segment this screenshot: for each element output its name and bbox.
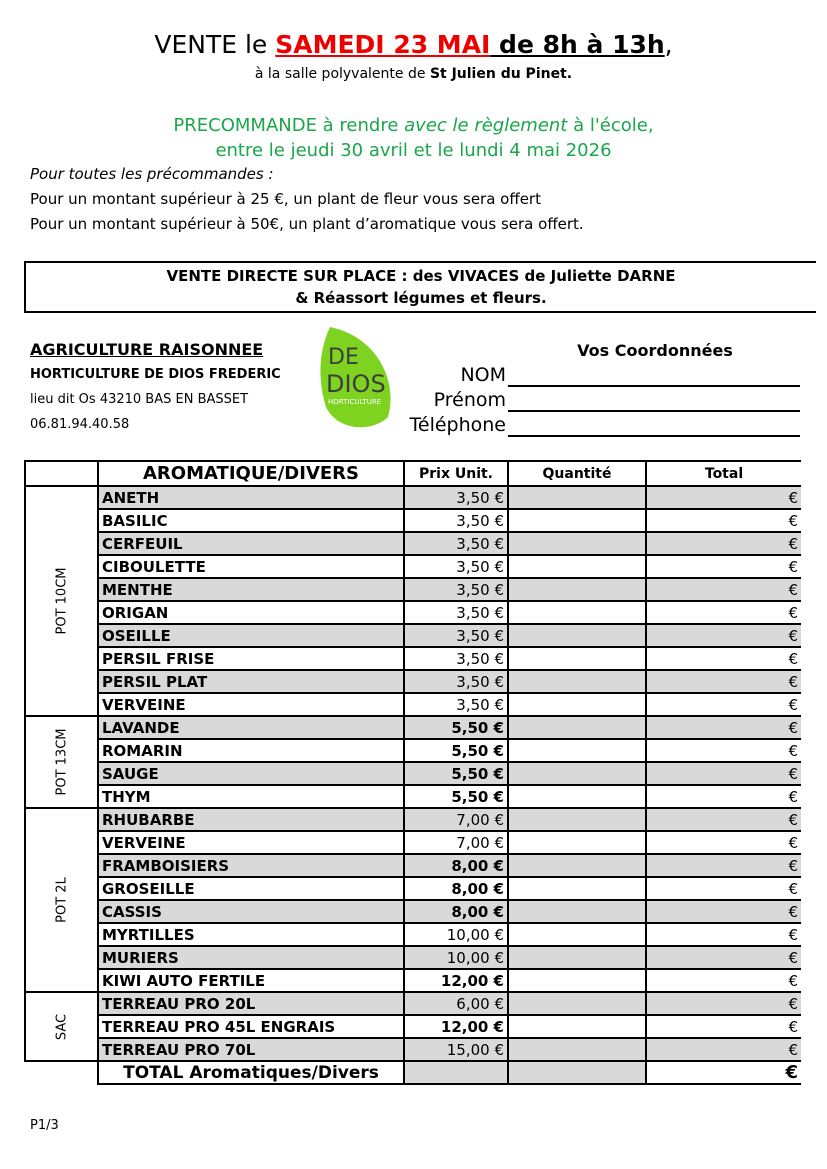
- group-label: [25, 486, 98, 716]
- product-name: TERREAU PRO 45L ENGRAIS: [98, 1015, 404, 1038]
- total-row: [25, 1061, 801, 1084]
- group-label-text: POT 2L: [54, 877, 69, 923]
- line-total: €: [646, 532, 801, 555]
- product-name: RHUBARBE: [98, 808, 404, 831]
- table-row: [25, 624, 801, 647]
- line-total: €: [646, 762, 801, 785]
- line-total: €: [646, 716, 801, 739]
- product-table: [24, 460, 801, 1085]
- product-name: OSEILLE: [98, 624, 404, 647]
- product-name: LAVANDE: [98, 716, 404, 739]
- nom-label: NOM: [460, 364, 506, 386]
- group-label: [25, 716, 98, 808]
- unit-price: 12,00 €: [404, 1015, 508, 1038]
- line-total: €: [646, 509, 801, 532]
- table-row: [25, 509, 801, 532]
- table-row: [25, 555, 801, 578]
- product-name: THYM: [98, 785, 404, 808]
- quantity-input[interactable]: [508, 693, 646, 716]
- quantity-input[interactable]: [508, 854, 646, 877]
- product-name: PERSIL PLAT: [98, 670, 404, 693]
- qty-header: Quantité: [508, 461, 646, 486]
- producer-title: AGRICULTURE RAISONNEE: [30, 340, 264, 359]
- line-total: €: [646, 969, 801, 992]
- product-name: KIWI AUTO FERTILE: [98, 969, 404, 992]
- quantity-input[interactable]: [508, 923, 646, 946]
- place-prefix: à la salle polyvalente de: [254, 66, 430, 82]
- product-name: CIBOULETTE: [98, 555, 404, 578]
- unit-price: 7,00 €: [404, 831, 508, 854]
- quantity-input[interactable]: [508, 762, 646, 785]
- box-line-1: VENTE DIRECTE SUR PLACE : des VIVACES de Juliette DARNE: [166, 267, 676, 285]
- table-row: [25, 831, 801, 854]
- svg-text:DIOS: DIOS: [326, 370, 386, 398]
- table-row: [25, 532, 801, 555]
- table-row: [25, 969, 801, 992]
- unit-price: 3,50 €: [404, 509, 508, 532]
- quantity-input[interactable]: [508, 831, 646, 854]
- svg-text:HORTICULTURE: HORTICULTURE: [328, 398, 382, 406]
- table-row: [25, 1015, 801, 1038]
- product-name: GROSEILLE: [98, 877, 404, 900]
- product-name: FRAMBOISIERS: [98, 854, 404, 877]
- group-label: [25, 808, 98, 992]
- unit-price: 7,00 €: [404, 808, 508, 831]
- line-total: €: [646, 578, 801, 601]
- table-row: [25, 854, 801, 877]
- table-row: [25, 647, 801, 670]
- preorder-dates: entre le jeudi 30 avril et le lundi 4 mai 2026: [215, 140, 612, 161]
- table-row: [25, 877, 801, 900]
- nom-field[interactable]: [508, 385, 800, 387]
- sale-date: SAMEDI 23 MAI: [275, 30, 491, 59]
- line-total: €: [646, 900, 801, 923]
- preorder-b: avec le règlement: [404, 115, 568, 136]
- line-total: €: [646, 808, 801, 831]
- quantity-input[interactable]: [508, 555, 646, 578]
- group-label-text: POT 10CM: [54, 567, 69, 635]
- line-total: €: [646, 670, 801, 693]
- quantity-input[interactable]: [508, 877, 646, 900]
- unit-price: 15,00 €: [404, 1038, 508, 1061]
- sale-hours: de 8h à 13h: [490, 30, 665, 59]
- unit-price: 3,50 €: [404, 555, 508, 578]
- table-row: [25, 900, 801, 923]
- table-row: [25, 808, 801, 831]
- unit-price: 6,00 €: [404, 992, 508, 1015]
- unit-price: 3,50 €: [404, 647, 508, 670]
- note-2: Pour un montant supérieur à 50€, un plant d’aromatique vous sera offert.: [30, 215, 584, 233]
- table-row: [25, 716, 801, 739]
- product-name: PERSIL FRISE: [98, 647, 404, 670]
- product-name: ORIGAN: [98, 601, 404, 624]
- product-name: MURIERS: [98, 946, 404, 969]
- producer-address: lieu dit Os 43210 BAS EN BASSET: [30, 392, 249, 407]
- price-header: Prix Unit.: [404, 461, 508, 486]
- product-name: ROMARIN: [98, 739, 404, 762]
- unit-price: 3,50 €: [404, 578, 508, 601]
- page-number: P1/3: [30, 1118, 59, 1133]
- line-total: €: [646, 923, 801, 946]
- unit-price: 8,00 €: [404, 877, 508, 900]
- line-total: €: [646, 624, 801, 647]
- table-row: [25, 785, 801, 808]
- unit-price: 8,00 €: [404, 900, 508, 923]
- product-name: TERREAU PRO 70L: [98, 1038, 404, 1061]
- preorder-c: à l'école,: [567, 115, 654, 136]
- quantity-input[interactable]: [508, 578, 646, 601]
- unit-price: 3,50 €: [404, 486, 508, 509]
- group-label-text: POT 13CM: [54, 728, 69, 796]
- table-row: [25, 992, 801, 1015]
- group-label-text: SAC: [54, 1013, 69, 1040]
- svg-text:DE: DE: [328, 345, 359, 370]
- product-name: VERVEINE: [98, 693, 404, 716]
- quantity-input[interactable]: [508, 992, 646, 1015]
- telephone-label: Téléphone: [409, 414, 506, 436]
- group-label: [25, 992, 98, 1061]
- unit-price: 5,50 €: [404, 762, 508, 785]
- product-name: CERFEUIL: [98, 532, 404, 555]
- producer-phone: 06.81.94.40.58: [30, 417, 130, 432]
- table-row: [25, 601, 801, 624]
- telephone-field[interactable]: [508, 435, 800, 437]
- unit-price: 5,50 €: [404, 716, 508, 739]
- line-total: €: [646, 486, 801, 509]
- product-name: BASILIC: [98, 509, 404, 532]
- table-row: [25, 486, 801, 509]
- table-row: [25, 670, 801, 693]
- line-total: €: [646, 601, 801, 624]
- quantity-input[interactable]: [508, 601, 646, 624]
- prenom-label: Prénom: [433, 389, 506, 411]
- quantity-input[interactable]: [508, 969, 646, 992]
- grand-total: €: [646, 1061, 801, 1084]
- quantity-input[interactable]: [508, 624, 646, 647]
- unit-price: 8,00 €: [404, 854, 508, 877]
- line-total: €: [646, 946, 801, 969]
- quantity-input[interactable]: [508, 946, 646, 969]
- direct-sale-box: [24, 261, 816, 313]
- preorder-a: PRECOMMANDE à rendre: [173, 115, 405, 136]
- product-name: ANETH: [98, 486, 404, 509]
- total-spacer: [25, 1061, 98, 1084]
- de-dios-logo: [318, 322, 398, 434]
- table-row: [25, 1038, 801, 1061]
- quantity-input[interactable]: [508, 532, 646, 555]
- quantity-input[interactable]: [508, 509, 646, 532]
- line-total: €: [646, 1038, 801, 1061]
- line-total: €: [646, 831, 801, 854]
- unit-price: 10,00 €: [404, 946, 508, 969]
- quantity-input[interactable]: [508, 670, 646, 693]
- line-total: €: [646, 877, 801, 900]
- quantity-input[interactable]: [508, 647, 646, 670]
- unit-price: 3,50 €: [404, 624, 508, 647]
- product-name: SAUGE: [98, 762, 404, 785]
- note-1: Pour un montant supérieur à 25 €, un plant de fleur vous sera offert: [30, 190, 541, 208]
- total-price-cell: [404, 1061, 508, 1084]
- comma: ,: [664, 30, 673, 59]
- line-total: €: [646, 693, 801, 716]
- quantity-input[interactable]: [508, 1015, 646, 1038]
- unit-price: 3,50 €: [404, 670, 508, 693]
- note-title: Pour toutes les précommandes :: [30, 165, 274, 183]
- line-total: €: [646, 1015, 801, 1038]
- preorder-line: [0, 115, 827, 136]
- quantity-input[interactable]: [508, 785, 646, 808]
- table-row: [25, 739, 801, 762]
- total-label: TOTAL Aromatiques/Divers: [98, 1061, 404, 1084]
- line-total: €: [646, 854, 801, 877]
- table-row: [25, 923, 801, 946]
- contact-title: Vos Coordonnées: [577, 341, 733, 360]
- quantity-input[interactable]: [508, 1038, 646, 1061]
- unit-price: 5,50 €: [404, 785, 508, 808]
- table-row: [25, 946, 801, 969]
- line-total: €: [646, 992, 801, 1015]
- product-name: MENTHE: [98, 578, 404, 601]
- producer-name: HORTICULTURE DE DIOS FREDERIC: [30, 367, 281, 382]
- total-qty-cell: [508, 1061, 646, 1084]
- line-total: €: [646, 785, 801, 808]
- quantity-input[interactable]: [508, 486, 646, 509]
- box-line-2: & Réassort légumes et fleurs.: [295, 289, 547, 307]
- line-total: €: [646, 647, 801, 670]
- place-name: St Julien du Pinet.: [429, 66, 573, 82]
- product-name: VERVEINE: [98, 831, 404, 854]
- quantity-input[interactable]: [508, 808, 646, 831]
- table-row: [25, 762, 801, 785]
- table-row: [25, 693, 801, 716]
- headline-text: VENTE le: [154, 30, 276, 59]
- unit-price: 12,00 €: [404, 969, 508, 992]
- product-name: CASSIS: [98, 900, 404, 923]
- table-header: [25, 461, 801, 486]
- total-header: Total: [646, 461, 801, 486]
- line-total: €: [646, 555, 801, 578]
- unit-price: 5,50 €: [404, 739, 508, 762]
- line-total: €: [646, 739, 801, 762]
- sale-place: [0, 66, 827, 82]
- unit-price: 10,00 €: [404, 923, 508, 946]
- unit-price: 3,50 €: [404, 693, 508, 716]
- group-header: [25, 461, 98, 486]
- unit-price: 3,50 €: [404, 532, 508, 555]
- prenom-field[interactable]: [508, 410, 800, 412]
- product-name: TERREAU PRO 20L: [98, 992, 404, 1015]
- sale-headline: [0, 30, 827, 59]
- product-name: MYRTILLES: [98, 923, 404, 946]
- quantity-input[interactable]: [508, 900, 646, 923]
- quantity-input[interactable]: [508, 739, 646, 762]
- unit-price: 3,50 €: [404, 601, 508, 624]
- table-row: [25, 578, 801, 601]
- quantity-input[interactable]: [508, 716, 646, 739]
- name-header: AROMATIQUE/DIVERS: [98, 461, 404, 486]
